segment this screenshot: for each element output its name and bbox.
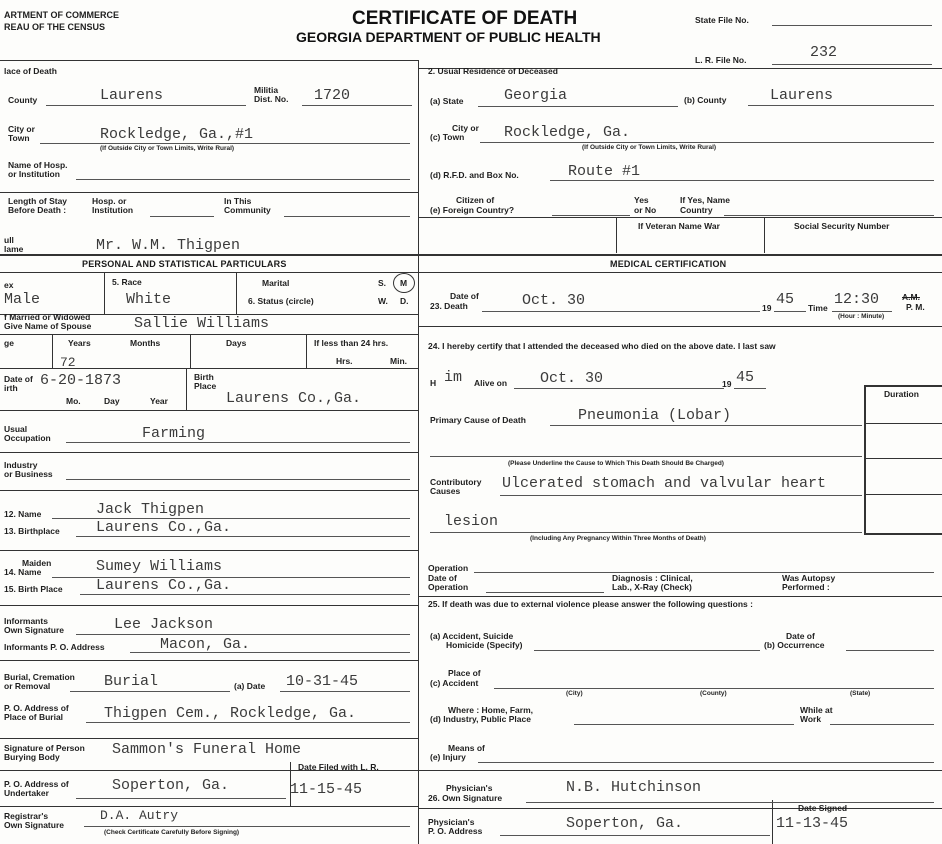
certificate-subtitle: GEORGIA DEPARTMENT OF PUBLIC HEALTH [296, 29, 601, 45]
rule [0, 60, 418, 61]
spouse-label-2: Give Name of Spouse [4, 321, 92, 331]
age-years-value: 72 [60, 355, 76, 370]
dist-label: Dist. No. [254, 94, 289, 104]
informant-value: Lee Jackson [114, 616, 214, 633]
dept-line-1: ARTMENT OF COMMERCE [4, 10, 119, 20]
informant-line [76, 634, 410, 635]
pod-city-label: City or [8, 124, 35, 134]
place-acc-label-1: Place of [448, 668, 481, 678]
rule [0, 410, 418, 411]
physician-value: N.B. Hutchinson [566, 779, 702, 796]
rule [418, 770, 942, 771]
d-option: D. [400, 296, 409, 306]
primary-line [550, 425, 862, 426]
status-label: 6. Status (circle) [248, 296, 314, 306]
phys-addr-label-1: Physician's [428, 817, 475, 827]
industry-line [66, 479, 410, 480]
rule [418, 596, 942, 597]
militia-label: Militia [254, 85, 279, 95]
certificate-title: CERTIFICATE OF DEATH [352, 8, 578, 29]
years-label: Years [68, 338, 91, 348]
op-date-label-1: Date of [428, 573, 457, 583]
contrib-value-2: lesion [444, 513, 499, 530]
center-divider [418, 60, 419, 844]
time-value: 12:30 [834, 291, 880, 308]
registrar-line [84, 826, 410, 827]
days-label: Days [226, 338, 247, 348]
hour-minute-note: (Hour : Minute) [838, 313, 885, 320]
alive-date: Oct. 30 [540, 370, 604, 387]
burying-label-2: Burying Body [4, 752, 60, 762]
mother-bp-value: Laurens Co.,Ga. [96, 577, 232, 594]
ifyes-1: If Yes, Name [680, 195, 730, 205]
hosp-label-1: Name of Hosp. [8, 160, 68, 170]
physician-label-1: Physician's [446, 783, 493, 793]
diagnosis-label-2: Lab., X-Ray (Check) [612, 582, 692, 592]
time-label: Time [808, 303, 828, 313]
death-year-value: 45 [776, 291, 795, 308]
burial-line [70, 691, 230, 692]
where-line [574, 724, 794, 725]
rule [866, 458, 942, 459]
sex-label: ex [4, 280, 14, 290]
date-signed-value: 11-13-45 [776, 815, 849, 832]
diagnosis-label-1: Diagnosis : Clinical, [612, 573, 693, 583]
stay-label-2: Before Death : [8, 205, 67, 215]
pm-label: P. M. [906, 302, 925, 312]
operation-label: Operation [428, 563, 469, 573]
res-state-line [478, 106, 678, 107]
birthplace-label-2: Place [194, 381, 217, 391]
alive-handwritten: im [444, 369, 463, 386]
lr-file-value: 232 [810, 44, 838, 61]
occurrence-label-1: Date of [786, 631, 815, 641]
contrib-line-2 [430, 532, 862, 533]
primary-line-2 [430, 456, 862, 457]
dob-mo-label: Mo. [66, 396, 81, 406]
community-1: In This [224, 196, 252, 206]
yes-no-2: or No [634, 205, 657, 215]
father-value: Jack Thigpen [96, 501, 205, 518]
registrar-value: D.A. Autry [100, 808, 179, 823]
father-bp-line [76, 536, 410, 537]
registrar-label-2: Own Signature [4, 820, 64, 830]
m-circle [393, 273, 415, 293]
alive-prefix: H [430, 378, 437, 388]
dob-year-label: Year [150, 396, 168, 406]
burial-label-2: or Removal [4, 681, 51, 691]
rule [866, 423, 942, 424]
work-line [830, 724, 934, 725]
burial-value: Burial [104, 673, 159, 690]
rule [418, 217, 942, 218]
occupation-label-1: Usual [4, 424, 28, 434]
rule [52, 334, 53, 368]
dob-day-label: Day [104, 396, 120, 406]
rfd-value: Route #1 [568, 163, 641, 180]
occupation-line [66, 442, 410, 443]
contrib-label-2: Causes [430, 486, 461, 496]
autopsy-label-1: Was Autopsy [782, 573, 836, 583]
physician-label-2: 26. Own Signature [428, 793, 503, 803]
registrar-label-1: Registrar's [4, 811, 49, 821]
rule [0, 452, 418, 453]
accident-label-1: (a) Accident, Suicide [430, 631, 514, 641]
rule [0, 605, 418, 606]
occurrence-line [846, 650, 934, 651]
informant-addr-label: Informants P. O. Address [4, 642, 105, 652]
marital-label: Marital [262, 278, 290, 288]
rfd-line [550, 180, 934, 181]
rule [236, 272, 237, 314]
where-label-2: (d) Industry, Public Place [430, 714, 531, 724]
father-label: 12. Name [4, 509, 42, 519]
death-date-label-1: Date of [450, 291, 479, 301]
accident-line [534, 650, 760, 651]
mother-bp-label: 15. Birth Place [4, 584, 63, 594]
res-state-label: (a) State [430, 96, 464, 106]
time-line [832, 311, 892, 312]
rule [0, 660, 418, 661]
pod-town-label: Town [8, 133, 30, 143]
place-burial-value: Thigpen Cem., Rockledge, Ga. [104, 705, 357, 722]
rule [0, 490, 418, 491]
state-file-label: State File No. [695, 15, 749, 25]
place-burial-label-1: P. O. Address of [4, 703, 69, 713]
rule [418, 326, 942, 327]
race-value: White [126, 291, 172, 308]
death-date-line [482, 311, 760, 312]
rule [772, 800, 773, 844]
dob-label-2: irth [4, 383, 18, 393]
father-bp-label: 13. Birthplace [4, 526, 60, 536]
contrib-value-1: Ulcerated stomach and valvular heart [502, 475, 827, 492]
medical-header: MEDICAL CERTIFICATION [610, 259, 727, 269]
state-file-line [772, 25, 932, 26]
place-burial-line [86, 722, 410, 723]
rule [190, 334, 191, 368]
means-line [478, 762, 934, 763]
residence-label: 2. Usual Residence of Deceased [428, 66, 558, 76]
informant-addr-value: Macon, Ga. [160, 636, 251, 653]
alive-year-line [734, 388, 766, 389]
occurrence-label-2: (b) Occurrence [764, 640, 825, 650]
mother-bp-line [80, 594, 410, 595]
pod-city-line [40, 143, 410, 144]
rule [186, 368, 187, 410]
country-line [724, 215, 934, 216]
res-state-value: Georgia [504, 87, 568, 104]
contrib-line [500, 495, 862, 496]
lr-file-label: L. R. File No. [695, 55, 747, 65]
pregnancy-note: (Including Any Pregnancy Within Three Months of Death) [530, 535, 706, 542]
pod-city-note: (If Outside City or Town Limits, Write Rural) [100, 145, 235, 152]
rule [0, 272, 942, 273]
mother-value: Sumey Williams [96, 558, 223, 575]
burying-value: Sammon's Funeral Home [112, 741, 302, 758]
contrib-label-1: Contributory [430, 477, 482, 487]
full-label-2: lame [4, 244, 24, 254]
occupation-value: Farming [142, 425, 206, 442]
death-year-line [774, 311, 806, 312]
informant-label-2: Own Signature [4, 625, 64, 635]
dob-value: 6-20-1873 [40, 372, 122, 389]
age-label: ge [4, 338, 14, 348]
yes-no-1: Yes [634, 195, 649, 205]
stay-community-line [284, 216, 410, 217]
birthplace-value: Laurens Co.,Ga. [226, 390, 362, 407]
primary-label: Primary Cause of Death [430, 415, 526, 425]
spouse-value: Sallie Williams [134, 315, 270, 332]
undertaker-line [76, 798, 286, 799]
primary-value: Pneumonia (Lobar) [578, 407, 732, 424]
ssn-label: Social Security Number [794, 221, 890, 231]
dept-line-2: REAU OF THE CENSUS [4, 22, 106, 32]
father-bp-value: Laurens Co.,Ga. [96, 519, 232, 536]
rule [0, 738, 418, 739]
alive-year: 45 [736, 369, 755, 386]
dob-label-1: Date of [4, 374, 33, 384]
lr-file-line [772, 64, 932, 65]
rule [306, 334, 307, 368]
alive-year-prefix: 19 [722, 379, 732, 389]
dist-value: 1720 [314, 87, 351, 104]
hrs-label: Hrs. [336, 356, 353, 366]
operation-line [474, 572, 934, 573]
place-of-death-label: lace of Death [4, 66, 57, 76]
rule [0, 806, 418, 807]
mother-label-2: 14. Name [4, 567, 42, 577]
full-name-value: Mr. W.M. Thigpen [96, 237, 241, 254]
county-note: (County) [700, 690, 727, 697]
means-label-2: (e) Injury [430, 752, 466, 762]
rule [104, 272, 105, 314]
industry-label-1: Industry [4, 460, 38, 470]
citizen-label-2: (e) Foreign Country? [430, 205, 515, 215]
ifyes-2: Country [680, 205, 713, 215]
w-option: W. [378, 296, 388, 306]
burial-date-line [280, 691, 410, 692]
where-label-1: Where : Home, Farm, [448, 705, 534, 715]
accident-label-2: Homicide (Specify) [446, 640, 523, 650]
spouse-label-1: f Married or Widowed [4, 312, 91, 322]
res-city-value: Rockledge, Ga. [504, 124, 631, 141]
burial-date-label: (a) Date [234, 681, 266, 691]
undertaker-label-2: Undertaker [4, 788, 49, 798]
place-acc-label-2: (c) Accident [430, 678, 479, 688]
registrar-note: (Check Certificate Carefully Before Signing) [104, 829, 240, 836]
months-label: Months [130, 338, 161, 348]
autopsy-label-2: Performed : [782, 582, 830, 592]
phys-addr-line [500, 835, 770, 836]
date-filed-label: Date Filed with L. R. [298, 762, 379, 772]
full-label-1: ull [4, 235, 14, 245]
hosp-inst-2: Institution [92, 205, 134, 215]
phys-addr-value: Soperton, Ga. [566, 815, 684, 832]
undertaker-label-1: P. O. Address of [4, 779, 69, 789]
alive-date-line [514, 388, 724, 389]
work-label-1: While at [800, 705, 833, 715]
place-burial-label-2: Place of Burial [4, 712, 64, 722]
violence-label: 25. If death was due to external violence please answer the following questions : [428, 599, 753, 609]
hosp-line [76, 179, 410, 180]
phys-addr-label-2: P. O. Address [428, 826, 483, 836]
min-label: Min. [390, 356, 407, 366]
death-date-label-2: 23. Death [430, 301, 468, 311]
rule [616, 217, 617, 253]
rule [0, 550, 418, 551]
alive-label: Alive on [474, 378, 508, 388]
res-county-value: Laurens [770, 87, 834, 104]
pod-county-value: Laurens [100, 87, 164, 104]
industry-label-2: or Business [4, 469, 53, 479]
stay-label-1: Length of Stay [8, 196, 68, 206]
community-2: Community [224, 205, 271, 215]
date-filed-value: 11-15-45 [290, 781, 363, 798]
less24-label: If less than 24 hrs. [314, 338, 389, 348]
op-date-line [486, 592, 604, 593]
rule [0, 254, 942, 256]
certify-text: 24. I hereby certify that I attended the deceased who died on the above date. I last saw [428, 341, 776, 351]
hosp-label-2: or Institution [8, 169, 60, 179]
res-city-label-b: (c) Town [430, 132, 465, 142]
informant-label-1: Informants [4, 616, 48, 626]
res-county-line [748, 105, 934, 106]
mother-label-1: Maiden [22, 558, 52, 568]
burial-label-1: Burial, Cremation [4, 672, 75, 682]
undertaker-value: Soperton, Ga. [112, 777, 230, 794]
citizen-line [552, 215, 630, 216]
birthplace-label-1: Birth [194, 372, 214, 382]
pod-county-line [46, 105, 246, 106]
personal-header: PERSONAL AND STATISTICAL PARTICULARS [82, 259, 287, 269]
pod-county-label: County [8, 95, 38, 105]
burial-date-value: 10-31-45 [286, 673, 359, 690]
work-label-2: Work [800, 714, 822, 724]
rule [418, 808, 942, 809]
underline-note: (Please Underline the Cause to Which This Death Should Be Charged) [508, 460, 724, 467]
citizen-label-1: Citizen of [456, 195, 495, 205]
hosp-inst-1: Hosp. or [92, 196, 127, 206]
res-city-label-a: City or [452, 123, 479, 133]
means-label-1: Means of [448, 743, 485, 753]
occupation-label-2: Occupation [4, 433, 51, 443]
m-option: M [400, 278, 408, 288]
rule [764, 217, 765, 253]
death-year-prefix: 19 [762, 303, 772, 313]
am-struck: A.M. [902, 292, 920, 302]
duration-label: Duration [884, 389, 919, 399]
burying-label-1: Signature of Person [4, 743, 85, 753]
place-acc-line [494, 688, 934, 689]
race-label: 5. Race [112, 277, 142, 287]
stay-hosp-line [150, 216, 214, 217]
physician-line [526, 802, 934, 803]
rfd-label: (d) R.F.D. and Box No. [430, 170, 519, 180]
rule [866, 494, 942, 495]
res-city-note: (If Outside City or Town Limits, Write Rural) [582, 144, 717, 151]
veteran-label: If Veteran Name War [638, 221, 720, 231]
res-county-label: (b) County [684, 95, 727, 105]
date-signed-label: Date Signed [798, 803, 848, 813]
s-option: S. [378, 278, 387, 288]
sex-value: Male [4, 291, 41, 308]
rule [0, 334, 418, 335]
pod-city-value: Rockledge, Ga.,#1 [100, 126, 254, 143]
op-date-label-2: Operation [428, 582, 469, 592]
city-note: (City) [566, 690, 583, 697]
duration-box [864, 385, 942, 535]
rule [0, 192, 418, 193]
dist-line [302, 105, 412, 106]
res-city-line [480, 142, 934, 143]
state-note: (State) [850, 690, 871, 697]
death-date-value: Oct. 30 [522, 292, 586, 309]
